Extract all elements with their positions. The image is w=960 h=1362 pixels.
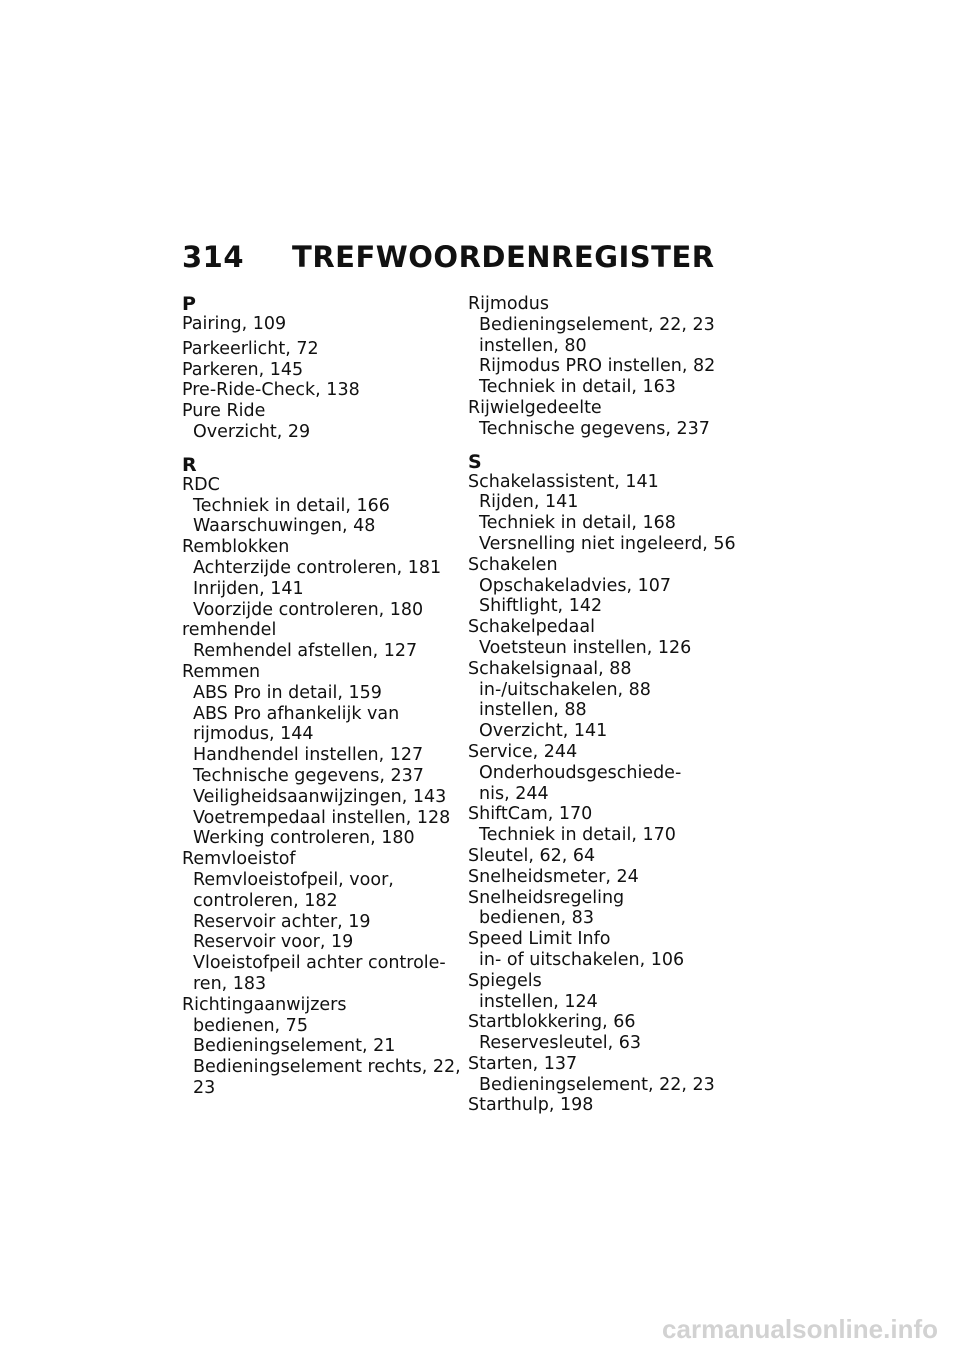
index-subentry: Voorzijde controleren, 180 xyxy=(193,599,424,620)
index-subentry: Shiftlight, 142 xyxy=(479,596,603,617)
index-entry: Schakelen xyxy=(468,554,558,575)
index-entry: Parkeren, 145 xyxy=(182,359,304,380)
index-subentry: Overzicht, 29 xyxy=(193,421,311,442)
index-entry: Richtingaanwijzers xyxy=(182,994,347,1015)
index-subentry: Techniek in detail, 166 xyxy=(193,495,390,516)
index-subentry: Voetrempedaal instellen, 128 xyxy=(193,807,451,828)
index-entry: Speed Limit Info xyxy=(468,929,611,950)
index-subentry: in- of uitschakelen, 106 xyxy=(479,949,685,970)
index-subentry: Remvloeistofpeil, voor, xyxy=(193,869,394,890)
index-subentry: Techniek in detail, 168 xyxy=(479,513,676,534)
index-subentry: Reservoir voor, 19 xyxy=(193,932,354,953)
index-entry: RDC xyxy=(182,474,220,495)
index-entry: Starthulp, 198 xyxy=(468,1095,594,1116)
index-entry: Rijwielgedeelte xyxy=(468,397,602,418)
index-subentry: Remhendel afstellen, 127 xyxy=(193,641,418,662)
index-entry: Service, 244 xyxy=(468,741,578,762)
page-header xyxy=(182,240,715,274)
index-subentry: Veiligheidsaanwijzingen, 143 xyxy=(193,786,447,807)
index-entry: Snelheidsregeling xyxy=(468,887,625,908)
index-subentry: Werking controleren, 180 xyxy=(193,828,415,849)
section-letter-p: P xyxy=(182,293,196,315)
index-entry: Remblokken xyxy=(182,537,290,558)
index-subentry: Versnelling niet ingeleerd, 56 xyxy=(479,533,736,554)
index-subentry: Bedieningselement, 21 xyxy=(193,1036,396,1057)
index-subentry: Technische gegevens, 237 xyxy=(193,765,424,786)
index-subentry: Reservesleutel, 63 xyxy=(479,1033,642,1054)
index-entry: Snelheidsmeter, 24 xyxy=(468,866,639,887)
index-subentry: in-/uitschakelen, 88 xyxy=(479,679,651,700)
page-title: TREFWOORDENREGISTER xyxy=(292,240,715,274)
index-column-left xyxy=(182,293,461,1099)
index-subentry: Techniek in detail, 163 xyxy=(479,377,676,398)
index-entry: remhendel xyxy=(182,620,277,641)
index-subentry: ren, 183 xyxy=(193,973,267,994)
index-entry: Sleutel, 62, 64 xyxy=(468,845,596,866)
index-entry: Rijmodus xyxy=(468,294,549,314)
index-subentry: Bedieningselement, 22, 23 xyxy=(479,1074,715,1095)
index-subentry: Overzicht, 141 xyxy=(479,721,608,742)
index-entry: Remvloeistof xyxy=(182,849,296,870)
index-column-right xyxy=(468,294,758,1116)
index-subentry: Achterzijde controleren, 181 xyxy=(193,557,442,578)
index-subentry: nis, 244 xyxy=(479,783,549,804)
index-subentry: ABS Pro afhankelijk van xyxy=(193,703,400,724)
index-subentry: 23 xyxy=(193,1077,216,1098)
index-subentry: instellen, 80 xyxy=(479,335,587,356)
index-entry: Schakelassistent, 141 xyxy=(468,471,659,492)
watermark: carmanualsonline.info xyxy=(662,1314,938,1344)
index-entry: Spiegels xyxy=(468,970,542,991)
index-subentry: Technische gegevens, 237 xyxy=(479,418,710,439)
index-subentry: Rijden, 141 xyxy=(479,492,579,513)
index-entry: Startblokkering, 66 xyxy=(468,1012,636,1033)
index-subentry: Waarschuwingen, 48 xyxy=(193,516,376,537)
index-subentry: Inrijden, 141 xyxy=(193,578,304,599)
index-entry: Starten, 137 xyxy=(468,1053,578,1074)
index-entry: Pre-Ride-Check, 138 xyxy=(182,380,360,401)
section-letter-r: R xyxy=(182,453,197,476)
index-subentry: bedienen, 83 xyxy=(479,908,594,929)
index-subentry: rijmodus, 144 xyxy=(193,724,314,745)
index-entry: Pairing, 109 xyxy=(182,314,287,334)
index-subentry: Vloeistofpeil achter controle- xyxy=(193,953,446,974)
index-subentry: ABS Pro in detail, 159 xyxy=(193,682,382,703)
page-number: 314 xyxy=(182,240,245,274)
index-entry: Remmen xyxy=(182,661,261,682)
index-subentry: Reservoir achter, 19 xyxy=(193,911,371,932)
index-subentry: controleren, 182 xyxy=(193,890,338,911)
index-subentry: Onderhoudsgeschiede- xyxy=(479,762,682,783)
index-subentry: Rijmodus PRO instellen, 82 xyxy=(479,356,716,377)
section-letter-s: S xyxy=(468,450,482,473)
index-entry: Schakelsignaal, 88 xyxy=(468,658,632,679)
index-subentry: Voetsteun instellen, 126 xyxy=(479,637,692,658)
index-entry: Pure Ride xyxy=(182,401,266,422)
index-entry: Parkeerlicht, 72 xyxy=(182,338,319,359)
index-subentry: bedienen, 75 xyxy=(193,1015,308,1036)
index-subentry: instellen, 124 xyxy=(479,991,598,1012)
index-subentry: instellen, 88 xyxy=(479,700,587,721)
index-entry: Schakelpedaal xyxy=(468,617,595,638)
index-subentry: Opschakeladvies, 107 xyxy=(479,575,672,596)
index-subentry: Handhendel instellen, 127 xyxy=(193,745,424,766)
index-subentry: Bedieningselement rechts, 22, xyxy=(193,1057,461,1078)
index-subentry: Techniek in detail, 170 xyxy=(479,825,676,846)
index-subentry: Bedieningselement, 22, 23 xyxy=(479,314,715,335)
index-entry: ShiftCam, 170 xyxy=(468,804,593,825)
